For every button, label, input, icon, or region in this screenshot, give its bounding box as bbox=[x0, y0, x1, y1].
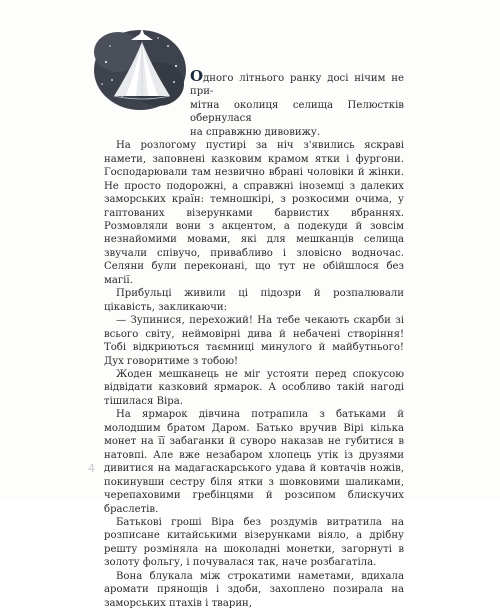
paragraph-1 bbox=[104, 67, 404, 139]
paragraph-1-line-1: дного літнього ранку досі нічим не при- bbox=[190, 73, 404, 98]
paragraph-7: Батькові гроші Віра без роздумів витратила на розписане китайськими візерунками віяло, а дрібну решту розміняла на шоколадні монетки, загорнуті в золоту фольгу, і почувалася так, наче розбагатіла. bbox=[104, 516, 404, 569]
paragraph-6: На ярмарок дівчина потрапила з батьками й молодшим братом Даром. Батько вручив Вірі кілька монет на її забаганки й суворо наказав не губитися в натовпі. Але вже незабаром хлопець утік із друзями дивитися на мадагаскарського удава й ковтачів ножів, покинувши сестру біля ятки з шовковими шаликами, черепаховими гребінцями й розсипом блискучих браслетів. bbox=[104, 409, 404, 515]
drop-cap: О bbox=[190, 67, 204, 85]
paragraph-8: Вона блукала між строкатими наметами, вдихала аромати прянощів і здоби, захоплено позирала на заморських птахів і тварин, bbox=[104, 570, 404, 609]
paragraph-4-dialog: — Зупинися, перехожий! На тебе чекають скарби зі всього світу, неймовірні дива й небачені створіння! Тобі відкриються таємниці минулого й майбутнього! Дух говоритиме з тобою! bbox=[104, 315, 404, 367]
body-text bbox=[104, 67, 404, 610]
paragraph-1-line-2: мітна околиця селища Пелюстків обернулася bbox=[190, 99, 404, 125]
paragraph-1-line-3: на справжню дивовижу. bbox=[190, 126, 321, 138]
paragraph-5: Жоден мешканець не міг устояти перед спокусою відвідати казковий ярмарок. А особливо такій нагоді тішилася Віра. bbox=[104, 368, 404, 407]
paragraph-3: Прибульці живили ці підозри й розпалювали цікавість, закликаючи: bbox=[104, 288, 404, 313]
page-number: 4 bbox=[88, 462, 95, 475]
paragraph-2: На розлогому пустирі за ніч з'явились яскраві намети, заповнені казковим крамом ятки і фургони. Господарювали там незвично вбрані чоловіки й жінки. Не просто подорожні, а справжні іноземці з далеких заморських країн: темношкірі, з розкосими очима, у гаптованих візерунками барвистих вбраннях. Розмовляли вони з акцентом, а подекуди й зовсім незнайомими мовами, які для мешканців селища звучали співучо, привабливо і зловісно водночас. Селяни були переконані, що тут не обійшлося без магії. bbox=[104, 140, 404, 286]
